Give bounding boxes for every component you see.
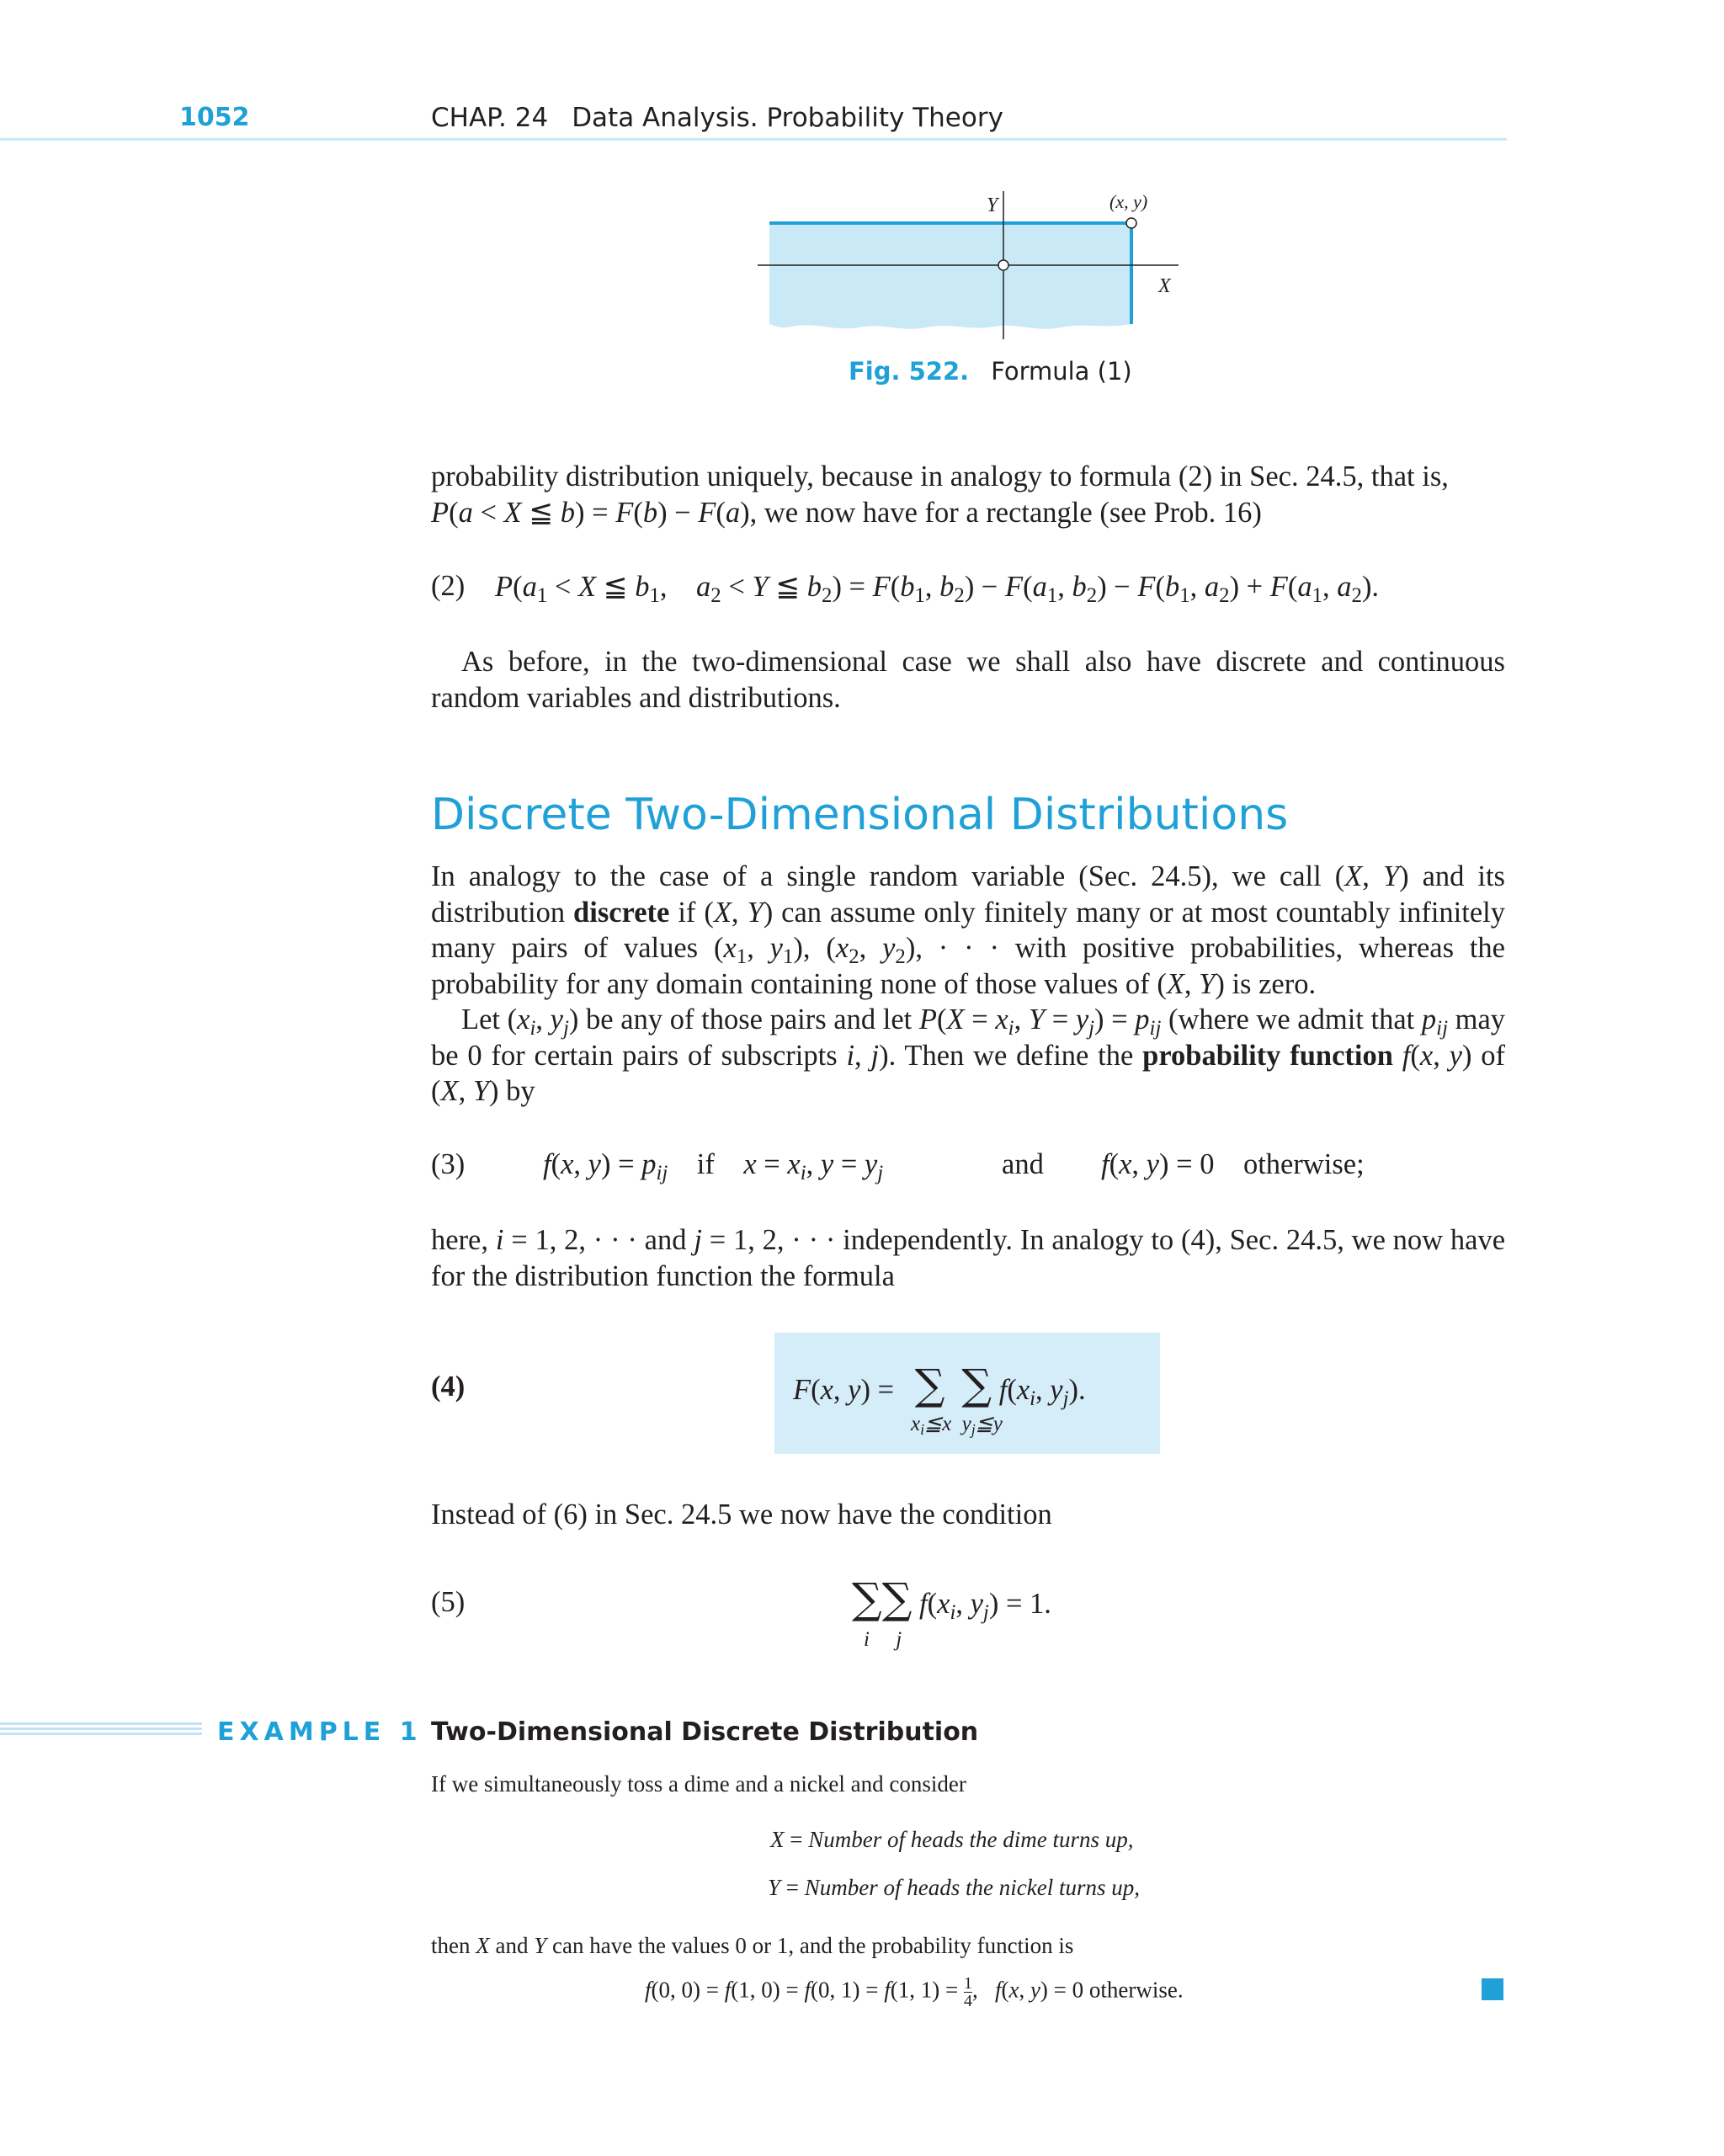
para3-d: can assume only finitely many or at most countably infinitely many pairs of values [431,896,1505,964]
figure-522-diagram [749,181,1187,349]
para5-a: here, [431,1224,488,1256]
example-title: Two-Dimensional Discrete Distribution [431,1717,979,1747]
term-probability-function: probability function [1142,1039,1393,1072]
para5-b: and [644,1224,687,1256]
para4-a: Let [461,1003,500,1035]
section-heading: Discrete Two-Dimensional Distributions [431,790,1289,840]
point-marker [1126,218,1136,228]
point-label: (x, y) [1109,191,1148,212]
para1-line2: P(a < X ≦ b) = F(b) − F(a), we now have for a rectangle (see Prob. 16) [431,496,1262,529]
example-then-b: and [495,1933,529,1958]
equation-2: $P(a_1 < X$ ≦ $b_1$, $a_2 < Y$ ≦ $b_2) = F(b_1$, $b_2) - F(a_1$, $b_2) - F(b_1$, $a_2) + F(a_1$, $a_2$). [495,571,1380,607]
para3: In analogy to the case of a single random variable (Sec. 24.5), we call (X, Y) and its distribution discrete if (X, Y) can assume only finitely many or at most countably infinitely many pairs of values ($x_1$, $y_1$), ($x_2$, $y_2$), · · · with positive probabilities, whereas the probability for any domain containing none of those values of (X, Y) is zero. [431,860,1505,1000]
paragraph-discrete-definition [431,859,1505,1110]
para4-g: by [506,1075,535,1107]
para5: here, i = 1, 2, · · · and j = 1, 2, · · · independently. In analogy to (4), Sec. 24.5, we now have for the distribution function the formula [431,1224,1506,1292]
equation-5-sum-limits: i j [864,1628,902,1651]
para4-f: of [1481,1039,1506,1072]
example-then-a: then [431,1933,471,1958]
para3-b: and its distribution [431,860,1505,929]
example-y-def-text: Number of heads the nickel turns up, [804,1875,1140,1900]
figure-caption [849,357,1132,386]
x-axis-label: X [1158,275,1171,297]
chapter-title: Data Analysis. Probability Theory [572,103,1003,133]
para1-line2-tail: , we now have for a rectangle (see Prob. 16) [749,496,1262,529]
paragraph-condition [431,1497,1505,1533]
paragraph-independent [431,1222,1505,1294]
example-intro: If we simultaneously toss a dime and a nickel and consider [431,1771,966,1797]
paragraph-intro [431,459,1505,530]
example-y-definition: Y = Number of heads the nickel turns up, [768,1875,1140,1900]
para4-e: ). Then we define the [879,1039,1134,1072]
para3-e: with positive probabilities, whereas the probability for any domain containing none of those values of [431,932,1505,1000]
para3-a: In analogy to the case of a single random variable (Sec. 24.5), we call [431,860,1322,892]
example-label: EXAMPLE 1 [217,1717,423,1747]
y-axis-label: Y [987,194,998,216]
example-decoration-lines [0,1722,202,1741]
example-then: then X and Y can have the values 0 or 1, and the probability function is [431,1933,1074,1958]
page-number: 1052 [179,103,250,132]
para3-c: if [678,896,696,929]
equation-3-left: f(x, $y) = p_{ij}$ if $x = x_i$, $y = y_j$ [543,1148,884,1184]
example-otherwise: otherwise. [1088,1977,1184,2003]
eq2-label: (2) [431,570,466,602]
eq3-otherwise: otherwise; [1242,1148,1365,1180]
para4-d: may be 0 for certain pairs of subscripts [431,1003,1506,1072]
example-then-c: can have the values 0 or 1, and the probability function is [552,1933,1074,1958]
shaded-region [769,223,1131,329]
example-probability-function: f(0, 0) = f(1, 0) = f(0, 1) = f(1, 1) = $\frac{1}{4}$ , f(x, y) = 0 otherwise. [645,1974,1184,2010]
equation-5: ∑∑ $f(x_i$, $y_j) = 1$. [852,1574,1051,1624]
eq3-if: if [696,1148,715,1180]
eq4-label: (4) [431,1371,466,1403]
example-x-def-text: Number of heads the dime turns up, [808,1827,1134,1852]
para4: Let ($x_i$, $y_j$) be any of those pairs and let $P(X = x_i$, $Y = y_j) = p_{ij}$ (where we admit that $p_{ij}$ may be 0 for certain pairs of subscripts i, j). Then we define the probability function f(x, y) of (X, Y) by [431,1003,1506,1107]
eq3-label: (3) [431,1148,466,1180]
term-discrete: discrete [573,896,670,929]
figure-caption-text: Formula (1) [991,357,1132,386]
origin-marker [998,260,1008,270]
figure-522 [749,181,1187,349]
figure-number: Fig. 522. [849,357,970,386]
para3-f: is zero. [1232,967,1317,1000]
equation-4: F(x, y) = ∑ ∑ $f(x_i$, $y_j$). [793,1360,1086,1410]
eq5-label: (5) [431,1586,466,1618]
header-rule [0,138,1507,141]
running-head [431,103,1003,133]
para2-text: As before, in the two-dimensional case we shall also have discrete and continuous random variables and distributions. [431,646,1505,714]
equation-3-right: f(x, y) = 0 otherwise; [1101,1148,1365,1180]
para6: Instead of (6) in Sec. 24.5 we now have the condition [431,1499,1052,1530]
chapter-number: CHAP. 24 [431,103,549,133]
para4-b: be any of those pairs and let [586,1003,913,1035]
eq3-and: and [1002,1148,1044,1180]
para4-c: (where we admit that [1168,1003,1415,1035]
para5-c: independently. In analogy to (4), Sec. 24.5, we now have for the distribution function the formula [431,1224,1506,1292]
example-x-definition: X = Number of heads the dime turns up, [770,1827,1134,1852]
equation-4-sum-limits: $x_i≦x$ $y_j≦y$ [911,1413,1003,1439]
para1-line1: probability distribution uniquely, because in analogy to formula (2) in Sec. 24.5, that is, [431,460,1449,492]
end-of-example-square [1482,1978,1503,2000]
paragraph-two-dimensional [431,644,1505,716]
